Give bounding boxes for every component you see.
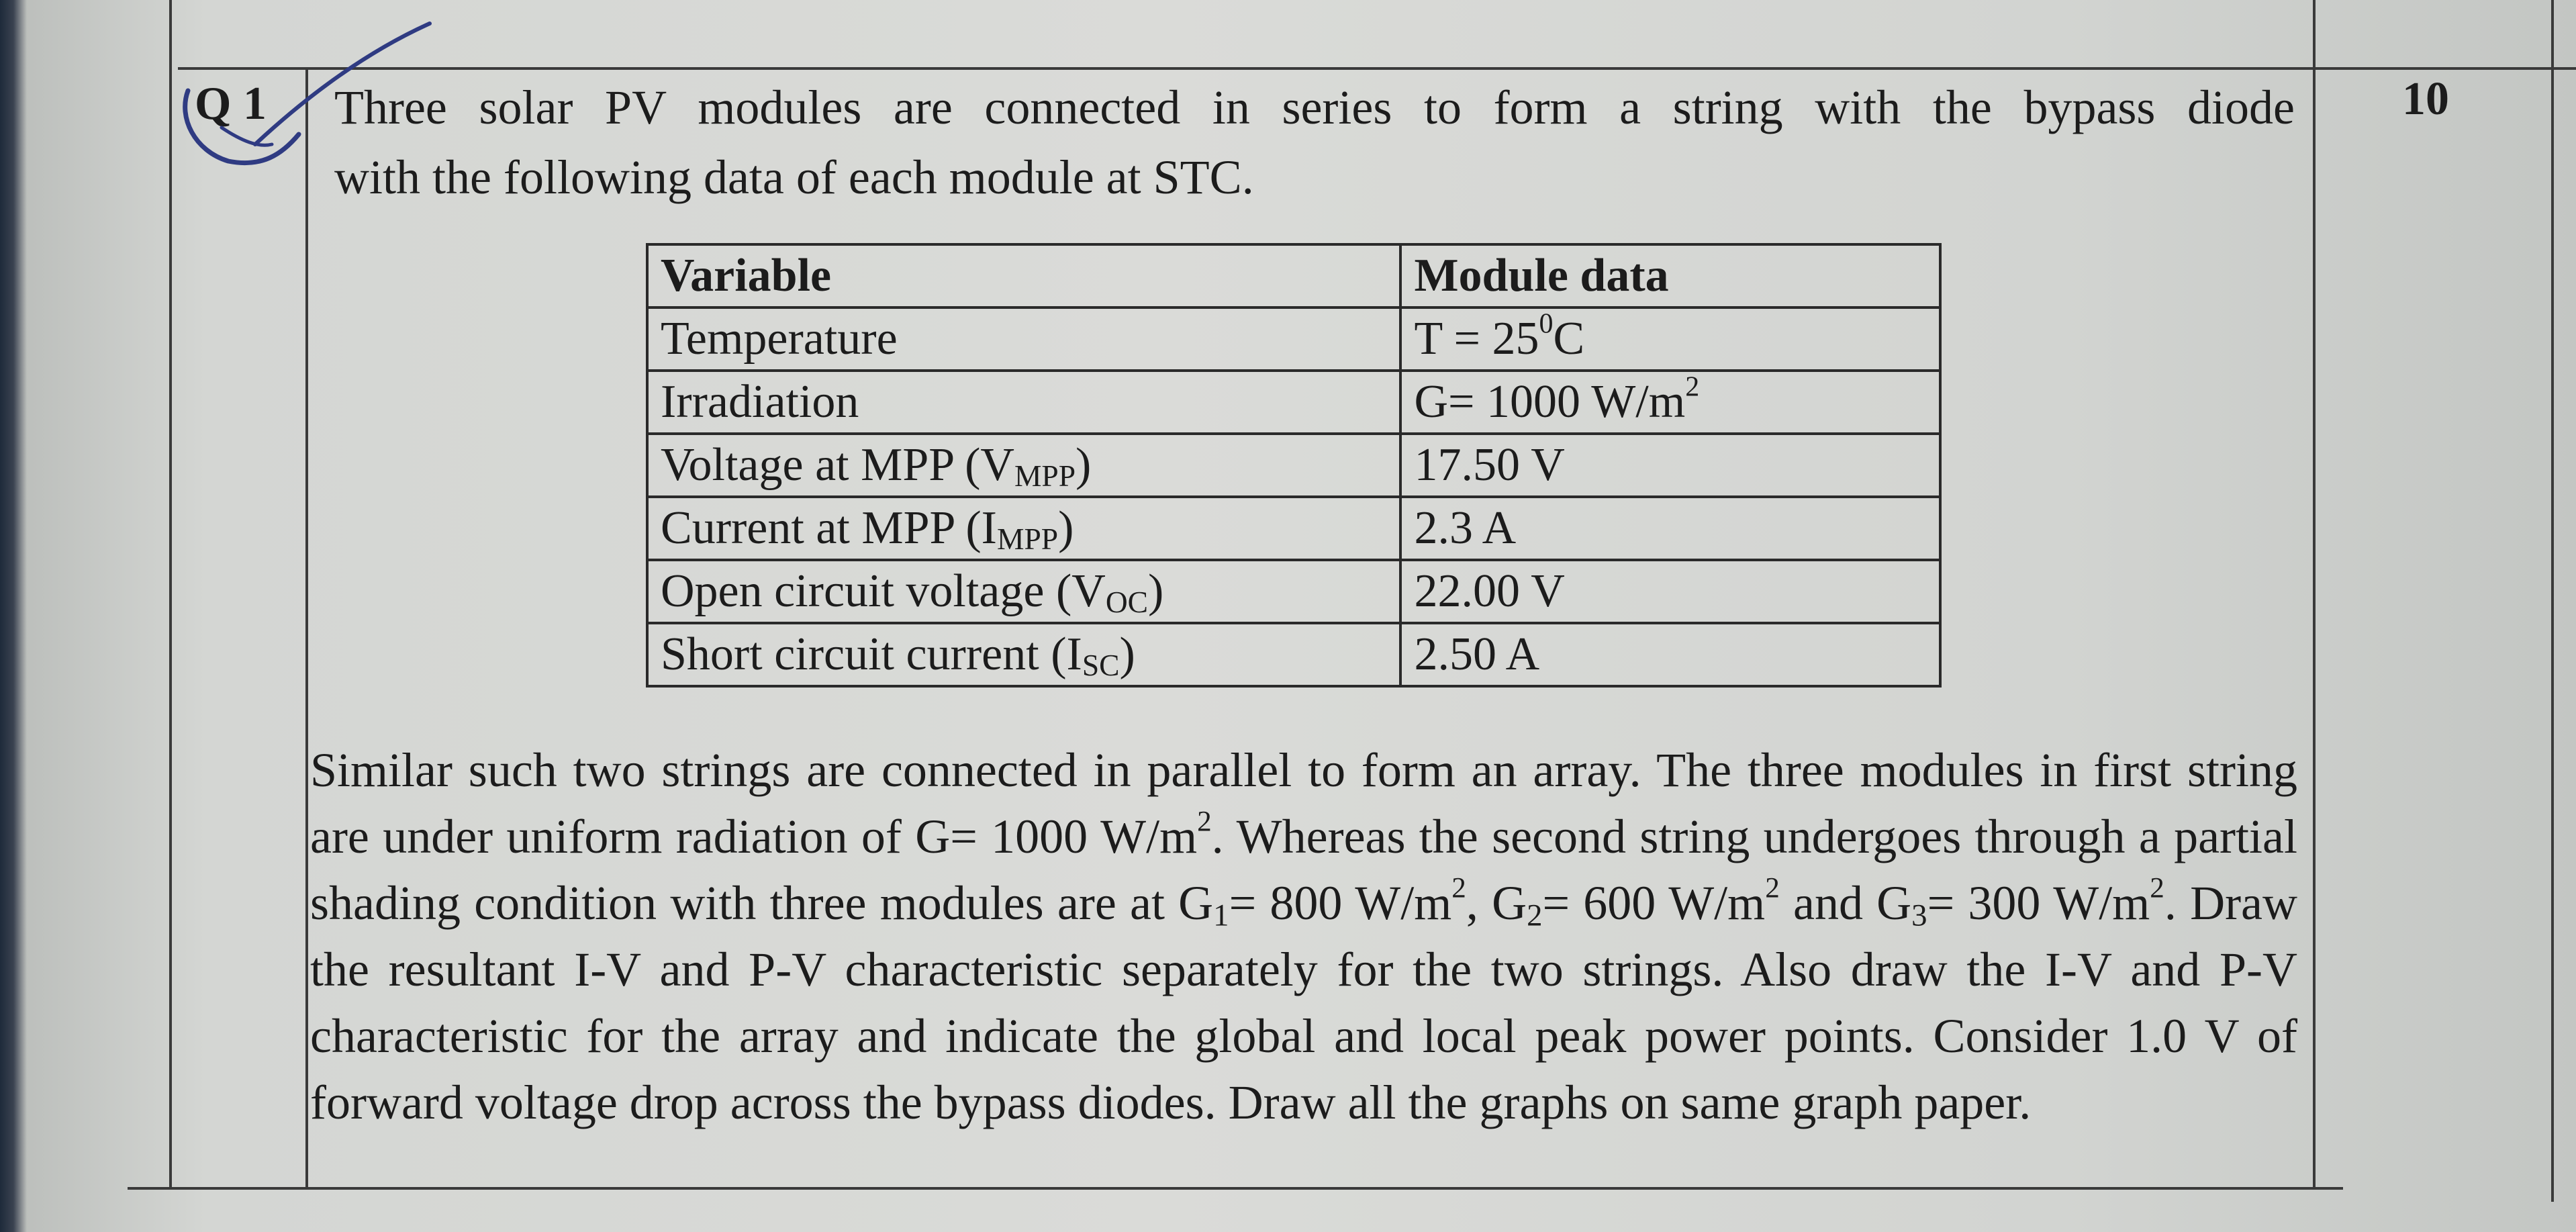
intro-line-1: Three solar PV modules are connected in series to form a string with the bypass diode <box>334 81 2295 134</box>
row-vmpp-variable: Voltage at MPP $(V_{MPP})$ <box>647 434 1400 497</box>
question-paragraph: Similar such two strings are connected in parallel to form an array. The three modules in first string are under uniform radiation of G= 1000 $W/m^2$. Whereas the second string undergoes through a partial shading condition with three modules are at $G_1= 800$ $W/m^2$, $G_2= 600$ $W/m^2$ and $G_3= 300$ $W/m^2$. Draw the resultant I-V and P-V characteristic separately for the two strings. Also draw the I-V and P-V characteristic for the array and indicate the global and local peak power points. Consider 1.0 V of forward voltage drop across the bypass diodes. Draw all the graphs on same graph paper. <box>310 743 2297 1129</box>
pen-circle-stroke <box>185 91 299 163</box>
row-impp-value: 2.3 A <box>1400 497 1940 560</box>
header-variable: Variable <box>647 244 1400 307</box>
row-irradiation-variable: Irradiation <box>647 371 1400 434</box>
row-voc-value: 22.00 V <box>1400 560 1940 623</box>
header-module-data: Module data <box>1400 244 1940 307</box>
question-number: Q 1 <box>195 78 267 130</box>
row-temperature-variable: Temperature <box>647 307 1400 371</box>
row-isc-variable: Short circuit current $(I_{SC})$ <box>647 623 1400 686</box>
row-isc-value: 2.50 A <box>1400 623 1940 686</box>
row-voc-variable: Open circuit voltage $(V_{OC})$ <box>647 560 1400 623</box>
intro-line-2: with the following data of each module at STC. <box>334 150 1254 204</box>
row-temperature-value: $T = 25^0C$ <box>1400 307 1940 371</box>
pen-tick-stroke <box>255 23 430 144</box>
row-irradiation-value: G= 1000 $W/m^2$ <box>1400 371 1940 434</box>
row-impp-variable: Current at MPP $(I_{MPP})$ <box>647 497 1400 560</box>
question-marks: 10 <box>2402 73 2449 125</box>
row-vmpp-value: 17.50 V <box>1400 434 1940 497</box>
